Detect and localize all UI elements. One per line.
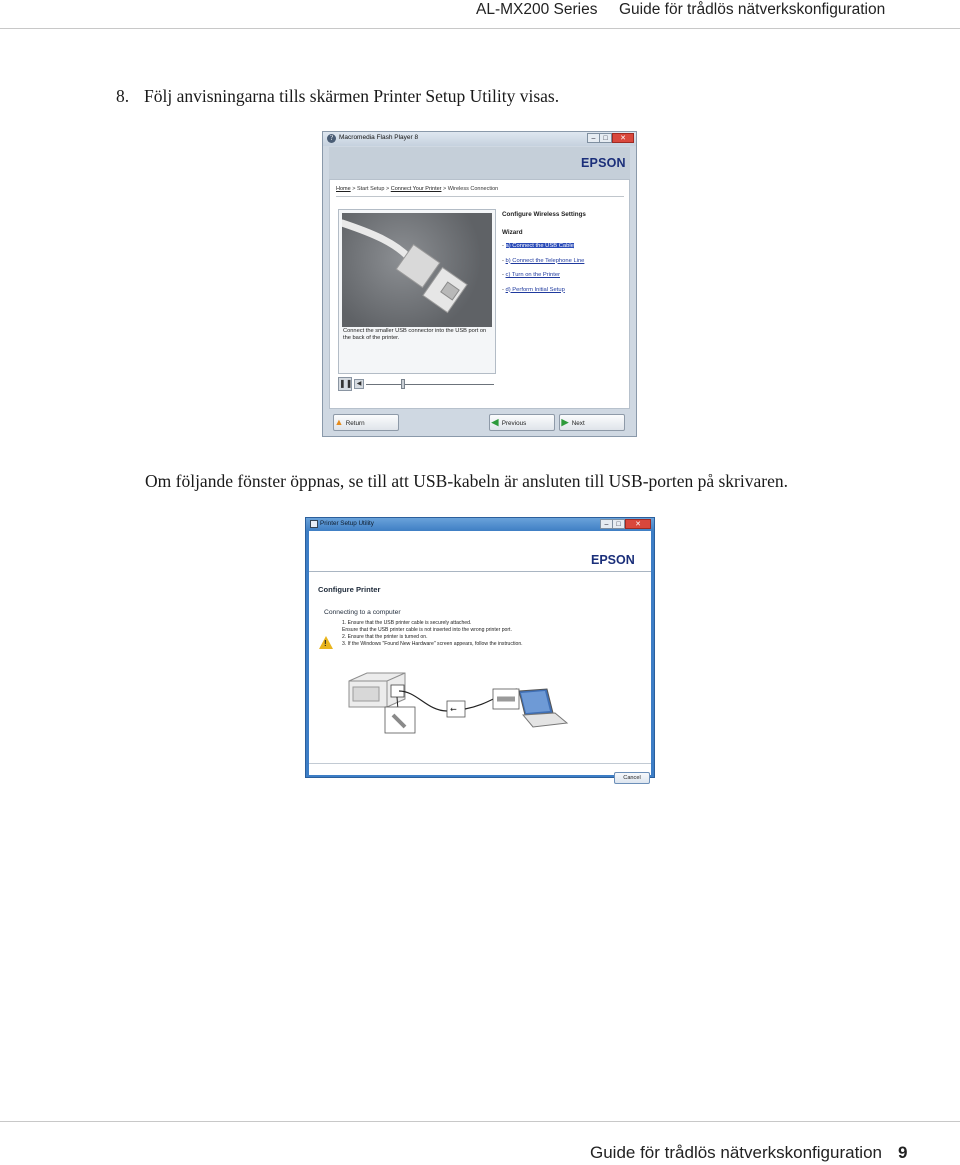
content-panel [329,179,630,409]
printer-to-computer-diagram [347,671,577,735]
footer-divider [309,763,651,764]
wizard-link[interactable]: a) Connect the USB Cable [505,243,574,249]
wizard-item-power[interactable] [502,272,584,287]
flash-player-window [322,131,637,437]
maximize-button[interactable]: □ [599,133,612,143]
wizard-item-usb[interactable] [502,243,584,258]
breadcrumb-current: > Wireless Connection [441,186,499,192]
wizard-bullet: - [502,257,506,264]
next-label: Next [571,420,585,427]
usb-cable-image [342,213,492,327]
step-line: 3. If the Windows "Found New Hardware" screen appears, follow the instruction. [342,640,523,647]
close-button[interactable]: ✕ [625,519,651,529]
return-label: Return [345,420,365,427]
rewind-icon[interactable]: ◀ [354,379,364,389]
wizard-bullet: - [502,286,506,293]
title-bar [323,132,636,146]
next-arrow-icon: ▶ [561,417,569,427]
section-title: Configure Wireless Settings [502,211,586,218]
page-number: 9 [898,1143,908,1162]
step-8 [116,86,559,107]
previous-button[interactable] [489,414,555,431]
window-client [309,531,651,781]
media-controls [338,377,496,393]
laptop-illustration [519,689,567,727]
wizard-item-initial-setup[interactable] [502,287,584,302]
header-divider [309,571,651,572]
close-button[interactable]: ✕ [612,133,634,143]
page-heading: Configure Printer [318,585,381,594]
wizard-link[interactable]: c) Turn on the Printer [505,272,560,278]
app-icon [310,520,318,528]
window-title: Macromedia Flash Player 8 [339,134,419,141]
media-viewer [338,209,496,374]
usb-symbol-icon: ⇜ [450,705,457,714]
minimize-button[interactable]: – [600,519,613,529]
step-line: Ensure that the USB printer cable is not inserted into the wrong printer port. [342,626,512,633]
wizard-link[interactable]: b) Connect the Telephone Line [505,257,585,264]
step-line: 2. Ensure that the printer is turned on. [342,633,428,640]
minimize-button[interactable]: – [587,133,600,143]
wizard-item-telephone[interactable] [502,258,584,273]
maximize-button[interactable]: □ [612,519,625,529]
step-number: 8. [116,86,130,106]
printer-setup-utility-window [305,517,655,781]
breadcrumb-home[interactable]: Home [336,186,351,192]
cancel-button[interactable]: Cancel [614,772,650,784]
connection-illustration [347,671,577,735]
previous-arrow-icon: ◀ [491,417,499,427]
breadcrumb [336,186,498,192]
wizard-bullet: - [502,272,506,278]
step-text: Följ anvisningarna tills skärmen Printer Setup Utility visas. [144,86,560,106]
wizard-bullet: - [502,243,506,249]
step-line: 1. Ensure that the USB printer cable is securely attached. [342,620,472,626]
usb-cable-illustration [342,213,492,327]
next-button[interactable] [559,414,625,431]
warning-exclamation: ! [324,639,327,648]
breadcrumb-sep-1: > Start Setup > [350,186,391,192]
button-bar [329,409,630,436]
pause-icon[interactable]: ❚❚ [338,377,352,391]
header-guide-title: Guide för trådlös nätverkskonfiguration [619,1,886,18]
seek-handle[interactable] [401,379,405,389]
wizard-link[interactable]: d) Perform Initial Setup [505,286,565,293]
title-bar [306,518,654,531]
instruction-steps [342,620,523,648]
section-heading: Connecting to a computer [324,609,401,616]
wizard-list [502,243,584,301]
media-caption: Connect the smaller USB connector into the USB port on the back of the printer. [343,328,487,341]
breadcrumb-connect[interactable]: Connect Your Printer [390,186,442,192]
window-title: Printer Setup Utility [320,520,374,527]
return-arrow-icon: ▲ [334,417,344,427]
wizard-title: Wizard [502,229,523,236]
seek-track[interactable] [366,384,494,385]
epson-logo: EPSON [591,553,635,567]
instruction-paragraph: Om följande fönster öppnas, se till att USB-kabeln är ansluten till USB-porten på skrivaren. [145,471,788,491]
footer-rule [0,1121,960,1122]
previous-label: Previous [501,420,527,427]
epson-logo: EPSON [581,156,626,170]
return-button[interactable] [333,414,399,431]
footer-guide-title: Guide för trådlös nätverkskonfiguration [590,1143,882,1162]
divider [336,196,624,197]
flash-app-icon: ? [327,134,336,143]
header-series: AL-MX200 Series [476,1,598,18]
